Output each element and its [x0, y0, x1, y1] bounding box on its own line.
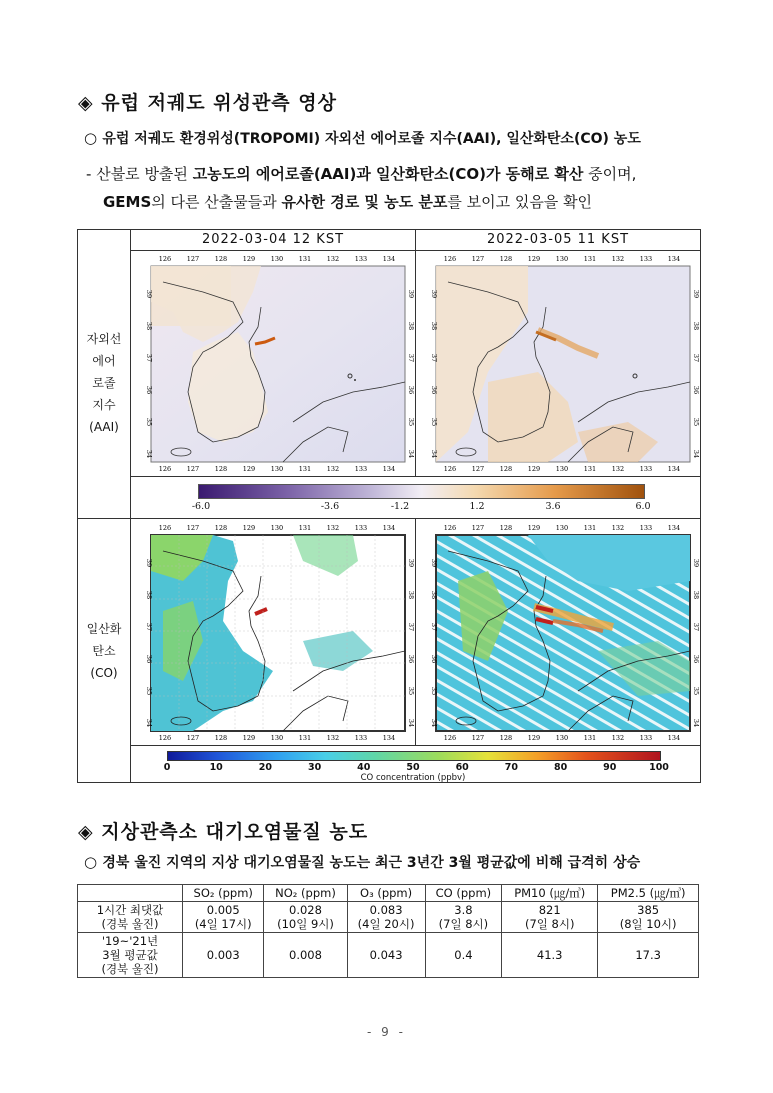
aai-tick: -3.6: [320, 501, 340, 512]
lon-tick-label: 129: [242, 734, 256, 742]
dash-bullet: -: [86, 165, 92, 183]
lon-tick-label: 131: [583, 255, 597, 263]
table-header-cell: PM2.5 (㎍/㎥): [598, 885, 699, 902]
lon-tick-label: 126: [443, 524, 457, 532]
lat-tick-label: 35: [407, 417, 415, 427]
lat-tick-label: 34: [692, 718, 700, 728]
lon-tick-label: 126: [443, 255, 457, 263]
lat-tick-label: 36: [692, 654, 700, 664]
lon-tick-label: 133: [354, 465, 368, 473]
lon-tick-label: 134: [667, 734, 681, 742]
lon-tick-label: 132: [326, 465, 340, 473]
para2-text-d: 를 보이고 있음을 확인: [447, 193, 593, 211]
co-tick: 40: [357, 762, 371, 773]
lon-tick-label: 128: [214, 524, 228, 532]
lat-tick-label: 38: [692, 321, 700, 331]
table-header-cell: O₃ (ppm): [347, 885, 425, 902]
co-tick: 50: [406, 762, 420, 773]
lon-tick-label: 133: [639, 255, 653, 263]
lon-tick-label: 133: [354, 255, 368, 263]
lon-tick-label: 134: [382, 465, 396, 473]
row-label-co: 일산화 탄소 (CO): [86, 622, 122, 680]
lat-tick-label: 38: [430, 590, 438, 600]
lon-tick-label: 132: [326, 734, 340, 742]
lon-tick-label: 126: [158, 255, 172, 263]
page-number: - 9 -: [367, 1025, 406, 1039]
lon-tick-label: 130: [270, 255, 284, 263]
lon-tick-label: 126: [158, 734, 172, 742]
table-header-cell: PM10 (㎍/㎥): [502, 885, 598, 902]
lat-tick-label: 36: [145, 654, 153, 664]
table-header-cell: SO₂ (ppm): [183, 885, 264, 902]
lat-tick-label: 35: [430, 417, 438, 427]
co-tick: 60: [455, 762, 469, 773]
table-header-cell: CO (ppm): [425, 885, 502, 902]
aai-tick: 1.2: [469, 501, 485, 512]
table-cell: 0.083 (4일 20시): [347, 902, 425, 933]
lat-tick-label: 35: [430, 686, 438, 696]
lon-tick-label: 134: [382, 524, 396, 532]
lon-tick-label: 130: [555, 734, 569, 742]
lon-tick-label: 126: [443, 734, 457, 742]
lon-tick-label: 129: [242, 465, 256, 473]
section1-subheading: [84, 128, 641, 148]
section1-heading: [78, 88, 337, 115]
para1-text-c: 중이며,: [583, 165, 637, 183]
co-tick: 30: [307, 762, 322, 773]
table-header-row: [78, 885, 699, 902]
section1-paragraph-line1: [86, 163, 636, 184]
lat-tick-label: 36: [407, 385, 415, 395]
lat-tick-label: 38: [145, 590, 153, 600]
section2-heading: [78, 817, 368, 844]
section2-subheading: [84, 852, 640, 872]
lat-tick-label: 38: [145, 321, 153, 331]
lon-tick-label: 129: [242, 255, 256, 263]
lon-tick-label: 134: [667, 255, 681, 263]
co-map-0305: [428, 521, 698, 743]
table-header-cell: NO₂ (ppm): [264, 885, 347, 902]
lon-tick-label: 131: [298, 524, 312, 532]
section1-subtitle: 유럽 저궤도 환경위성(TROPOMI) 자외선 에어로졸 지수(AAI), 일산화탄소(CO) 농도: [102, 131, 641, 147]
lon-tick-label: 132: [611, 255, 625, 263]
table-cell: 0.005 (4일 17시): [183, 902, 264, 933]
section2-title: 지상관측소 대기오염물질 농도: [101, 821, 369, 843]
section1-paragraph-line2: [103, 191, 592, 212]
section1-title: 유럽 저궤도 위성관측 영상: [101, 92, 337, 114]
lon-tick-label: 130: [270, 524, 284, 532]
table-cell: 3.8 (7일 8시): [425, 902, 502, 933]
co-tick: 20: [258, 762, 272, 773]
table-cell: 0.028 (10일 9시): [264, 902, 347, 933]
lon-tick-label: 127: [471, 734, 485, 742]
lon-tick-label: 132: [611, 465, 625, 473]
aai-colorbar: [188, 480, 668, 516]
lon-tick-label: 132: [326, 524, 340, 532]
lat-tick-label: 37: [430, 353, 438, 363]
date-header-1: 2022-03-04 12 KST: [201, 232, 345, 247]
aai-colorbar-gradient: [198, 484, 645, 499]
aai-tick: 3.6: [545, 501, 561, 512]
lon-tick-label: 129: [242, 524, 256, 532]
lat-tick-label: 34: [407, 718, 415, 728]
lon-tick-label: 128: [499, 524, 513, 532]
lon-tick-label: 127: [471, 255, 485, 263]
lon-tick-label: 130: [270, 734, 284, 742]
aai-map-0304: [143, 252, 413, 474]
lon-tick-label: 132: [326, 255, 340, 263]
lon-tick-label: 133: [354, 524, 368, 532]
lon-tick-label: 131: [583, 465, 597, 473]
lat-tick-label: 37: [145, 622, 153, 632]
co-map-0304: [143, 521, 413, 743]
lon-tick-label: 128: [499, 255, 513, 263]
lon-tick-label: 134: [667, 524, 681, 532]
aai-map-0305: [428, 252, 698, 474]
circle-bullet-icon: ○: [84, 129, 98, 147]
lat-tick-label: 34: [145, 718, 153, 728]
lon-tick-label: 130: [555, 465, 569, 473]
lon-tick-label: 128: [214, 734, 228, 742]
row-label-avg: '19~'21년 3월 평균값 (경북 울진): [78, 933, 183, 978]
lon-tick-label: 127: [471, 524, 485, 532]
table-cell: 0.008: [264, 933, 347, 978]
lat-tick-label: 37: [692, 622, 700, 632]
para1-text-b: 고농도의 에어로졸(AAI)과 일산화탄소(CO)가 동해로 확산: [192, 165, 584, 183]
lat-tick-label: 39: [145, 558, 153, 568]
para2-text-a: GEMS: [103, 193, 152, 211]
pollutant-table: [77, 884, 699, 978]
co-colorbar-gradient: [167, 751, 661, 761]
lat-tick-label: 38: [430, 321, 438, 331]
lon-tick-label: 131: [298, 465, 312, 473]
para2-text-c: 유사한 경로 및 농도 분포: [281, 193, 448, 211]
lat-tick-label: 35: [692, 417, 700, 427]
lon-tick-label: 127: [186, 734, 200, 742]
lat-tick-label: 38: [692, 590, 700, 600]
lat-tick-label: 35: [145, 686, 153, 696]
lat-tick-label: 36: [430, 385, 438, 395]
table-cell: 385 (8일 10시): [598, 902, 699, 933]
lon-tick-label: 126: [443, 465, 457, 473]
lat-tick-label: 36: [145, 385, 153, 395]
aai-tick: 6.0: [635, 501, 651, 512]
lat-tick-label: 34: [407, 449, 415, 459]
co-tick: 10: [209, 762, 223, 773]
co-colorbar: [163, 751, 683, 783]
lon-tick-label: 130: [270, 465, 284, 473]
lat-tick-label: 38: [407, 321, 415, 331]
lon-tick-label: 130: [555, 255, 569, 263]
table-cell: 17.3: [598, 933, 699, 978]
co-tick: 90: [603, 762, 617, 773]
row-label-max: 1시간 최댓값 (경북 울진): [78, 902, 183, 933]
lon-tick-label: 128: [214, 255, 228, 263]
lat-tick-label: 37: [430, 622, 438, 632]
lat-tick-label: 39: [430, 289, 438, 299]
table-cell: 0.043: [347, 933, 425, 978]
table-header-cell: [78, 885, 183, 902]
lat-tick-label: 37: [407, 353, 415, 363]
diamond-bullet-icon: ◈: [78, 92, 94, 114]
lon-tick-label: 128: [499, 734, 513, 742]
aai-tick: -1.2: [390, 501, 410, 512]
lat-tick-label: 34: [430, 718, 438, 728]
lon-tick-label: 126: [158, 524, 172, 532]
table-row: [78, 902, 699, 933]
lon-tick-label: 131: [298, 255, 312, 263]
lon-tick-label: 134: [382, 255, 396, 263]
lat-tick-label: 39: [430, 558, 438, 568]
lon-tick-label: 129: [527, 734, 541, 742]
lon-tick-label: 129: [527, 465, 541, 473]
lon-tick-label: 129: [527, 255, 541, 263]
lon-tick-label: 128: [214, 465, 228, 473]
para2-text-b: 의 다른 산출물들과: [151, 193, 282, 211]
table-row: [78, 933, 699, 978]
co-tick: 0: [163, 762, 171, 773]
lon-tick-label: 127: [186, 524, 200, 532]
para1-text-a: 산불로 방출된: [96, 165, 193, 183]
lat-tick-label: 36: [430, 654, 438, 664]
lat-tick-label: 39: [692, 289, 700, 299]
date-header-2: 2022-03-05 11 KST: [486, 232, 630, 247]
lon-tick-label: 127: [471, 465, 485, 473]
row-label-aai: 자외선 에어 로졸 지수 (AAI): [86, 332, 122, 434]
lon-tick-label: 133: [639, 465, 653, 473]
lat-tick-label: 34: [430, 449, 438, 459]
lon-tick-label: 132: [611, 734, 625, 742]
lat-tick-label: 36: [407, 654, 415, 664]
table-cell: 0.003: [183, 933, 264, 978]
lon-tick-label: 129: [527, 524, 541, 532]
figure-table: [77, 229, 701, 783]
lon-tick-label: 131: [583, 524, 597, 532]
lon-tick-label: 131: [298, 734, 312, 742]
lon-tick-label: 127: [186, 465, 200, 473]
lon-tick-label: 127: [186, 255, 200, 263]
lat-tick-label: 37: [692, 353, 700, 363]
lat-tick-label: 38: [407, 590, 415, 600]
table-cell: 821 (7일 8시): [502, 902, 598, 933]
diamond-bullet-icon: ◈: [78, 821, 94, 843]
lat-tick-label: 39: [145, 289, 153, 299]
circle-bullet-icon: ○: [84, 853, 98, 871]
lon-tick-label: 130: [555, 524, 569, 532]
table-cell: 41.3: [502, 933, 598, 978]
table-cell: 0.4: [425, 933, 502, 978]
lat-tick-label: 36: [692, 385, 700, 395]
lat-tick-label: 37: [145, 353, 153, 363]
section2-subtitle: 경북 울진 지역의 지상 대기오염물질 농도는 최근 3년간 3월 평균값에 비해 급격히 상승: [102, 855, 641, 871]
lon-tick-label: 126: [158, 465, 172, 473]
co-tick: 80: [553, 762, 568, 773]
lon-tick-label: 132: [611, 524, 625, 532]
lat-tick-label: 34: [145, 449, 153, 459]
lat-tick-label: 35: [692, 686, 700, 696]
lat-tick-label: 39: [407, 558, 415, 568]
lat-tick-label: 34: [692, 449, 700, 459]
lon-tick-label: 131: [583, 734, 597, 742]
aai-tick: -6.0: [191, 501, 211, 512]
lon-tick-label: 133: [639, 734, 653, 742]
lat-tick-label: 35: [407, 686, 415, 696]
lat-tick-label: 37: [407, 622, 415, 632]
lat-tick-label: 39: [692, 558, 700, 568]
lat-tick-label: 35: [145, 417, 153, 427]
lon-tick-label: 133: [639, 524, 653, 532]
lon-tick-label: 133: [354, 734, 368, 742]
lat-tick-label: 39: [407, 289, 415, 299]
lon-tick-label: 134: [382, 734, 396, 742]
co-colorbar-label: CO concentration (ppbv): [360, 773, 466, 783]
lon-tick-label: 128: [499, 465, 513, 473]
co-tick: 70: [504, 762, 518, 773]
co-tick: 100: [649, 762, 669, 773]
lon-tick-label: 134: [667, 465, 681, 473]
